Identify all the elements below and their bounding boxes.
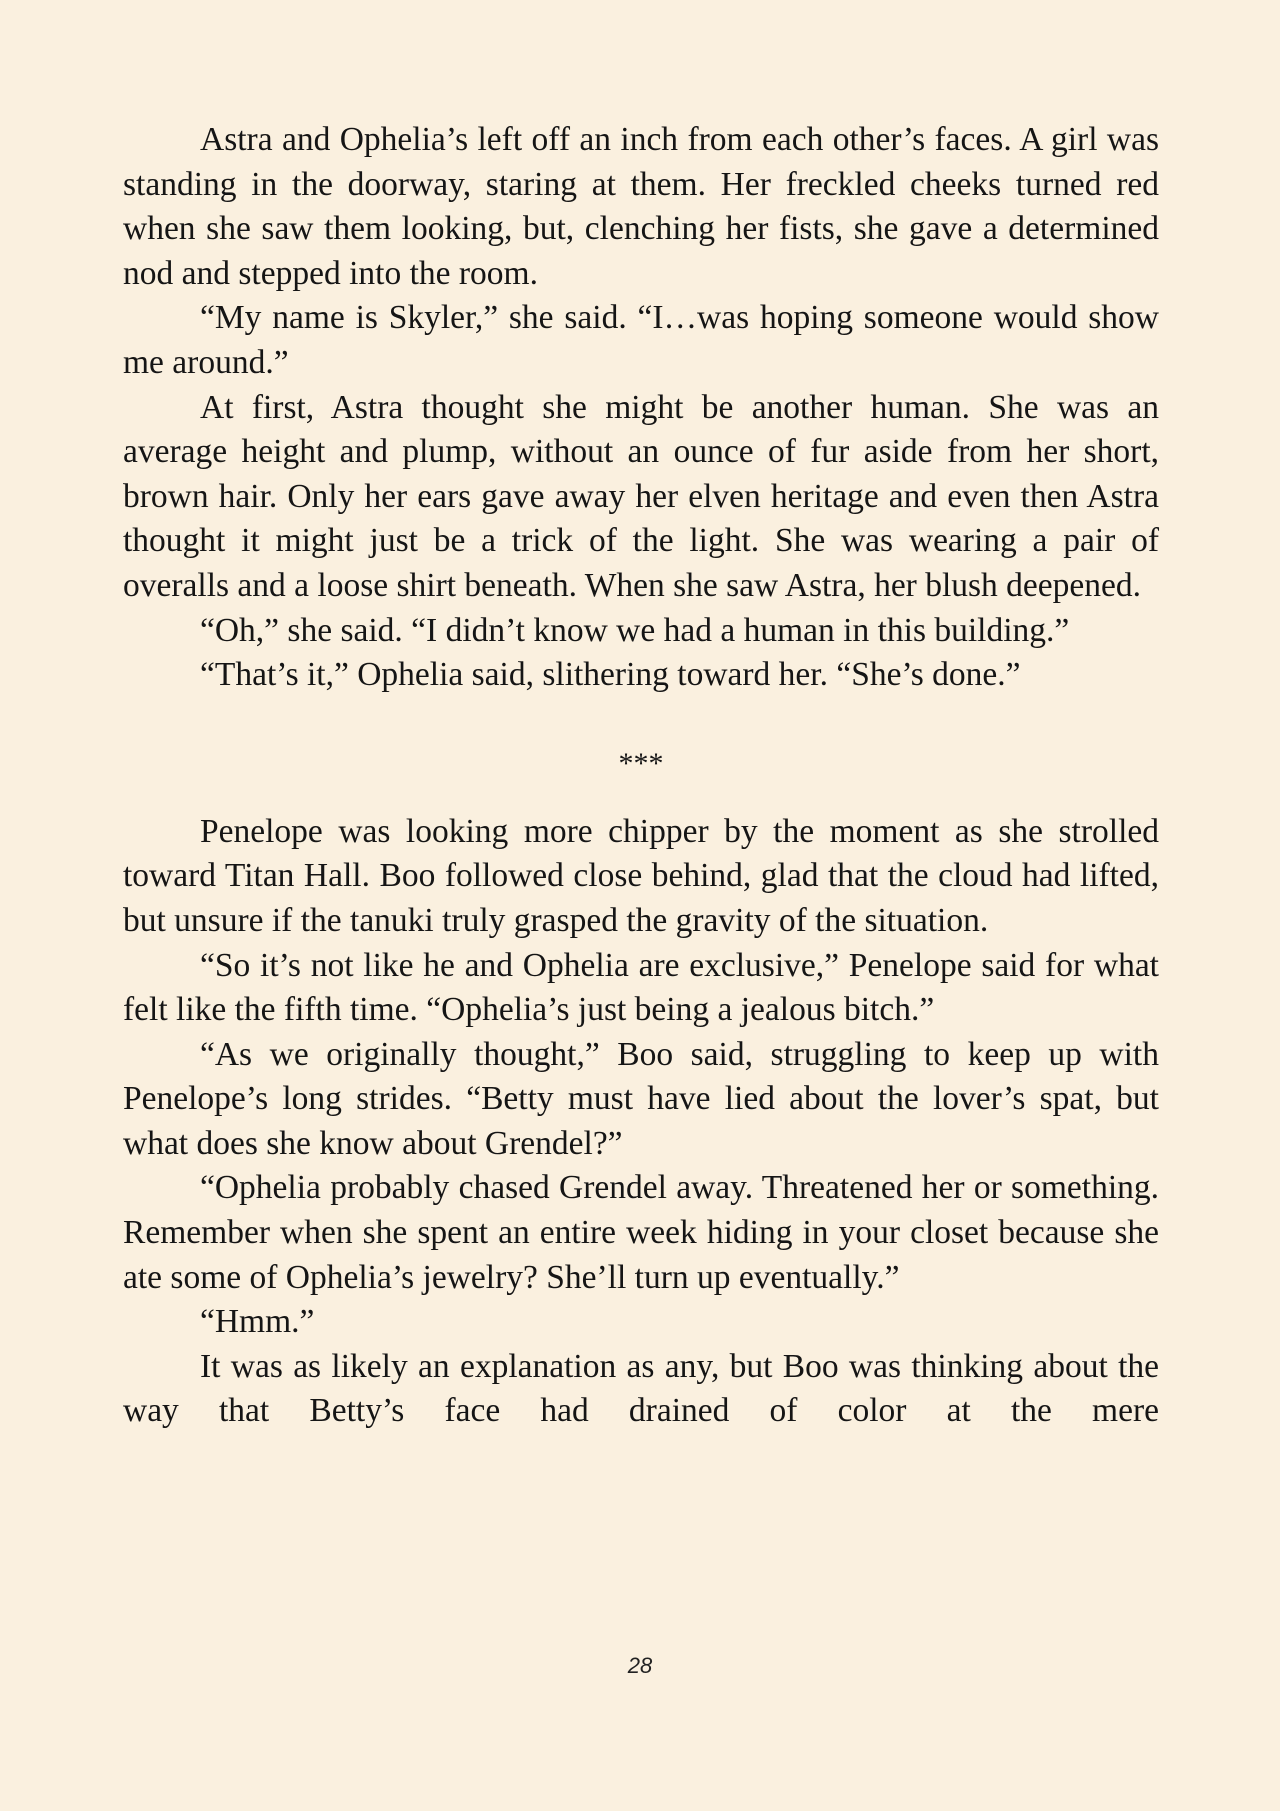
paragraph: It was as likely an explanation as any, but Boo was thinking about the way that Betty’s face had drained of color at the mere (123, 1347, 1159, 1430)
paragraph: At first, Astra thought she might be another human. She was an average height and plump, without an ounce of fur aside from her short, brown hair. Only her ears gave away her elven heritage and even then Astra thought it might just be a trick of the light. She was wearing a pair of overalls and a loose shirt beneath. When she saw Astra, her blush deepened. (123, 388, 1159, 604)
page-number: 28 (627, 1653, 653, 1678)
page-body (123, 118, 1159, 1434)
paragraph: Astra and Ophelia’s left off an inch from each other’s faces. A girl was standing in the doorway, staring at them. Her freckled cheeks turned red when she saw them looking, but, clenching her fists, she gave a determined nod and stepped into the room. (123, 121, 1159, 292)
paragraph: “As we originally thought,” Boo said, struggling to keep up with Penelope’s long strides. “Betty must have lied about the lover’s spat, but what does she know about Grendel?” (123, 1035, 1159, 1162)
paragraph: “My name is Skyler,” she said. “I…was hoping someone would show me around.” (123, 299, 1159, 381)
paragraph: “That’s it,” Ophelia said, slithering toward her. “She’s done.” (200, 656, 1021, 694)
paragraph: “Oh,” she said. “I didn’t know we had a human in this building.” (200, 611, 1070, 649)
paragraph: “Hmm.” (200, 1303, 315, 1341)
paragraph: “So it’s not like he and Ophelia are exclusive,” Penelope said for what felt like the fifth time. “Ophelia’s just being a jealous bitch.” (123, 946, 1159, 1029)
scene-break: *** (618, 746, 664, 780)
paragraph: “Ophelia probably chased Grendel away. Threatened her or something. Remember when she spent an entire week hiding in your closet because she ate some of Ophelia’s jewelry? She’ll turn up eventually.” (123, 1169, 1159, 1296)
paragraph: Penelope was looking more chipper by the moment as she strolled toward Titan Hall. Boo followed close behind, glad that the cloud had lifted, but unsure if the tanuki truly grasped the gravity of the situation. (123, 812, 1159, 939)
